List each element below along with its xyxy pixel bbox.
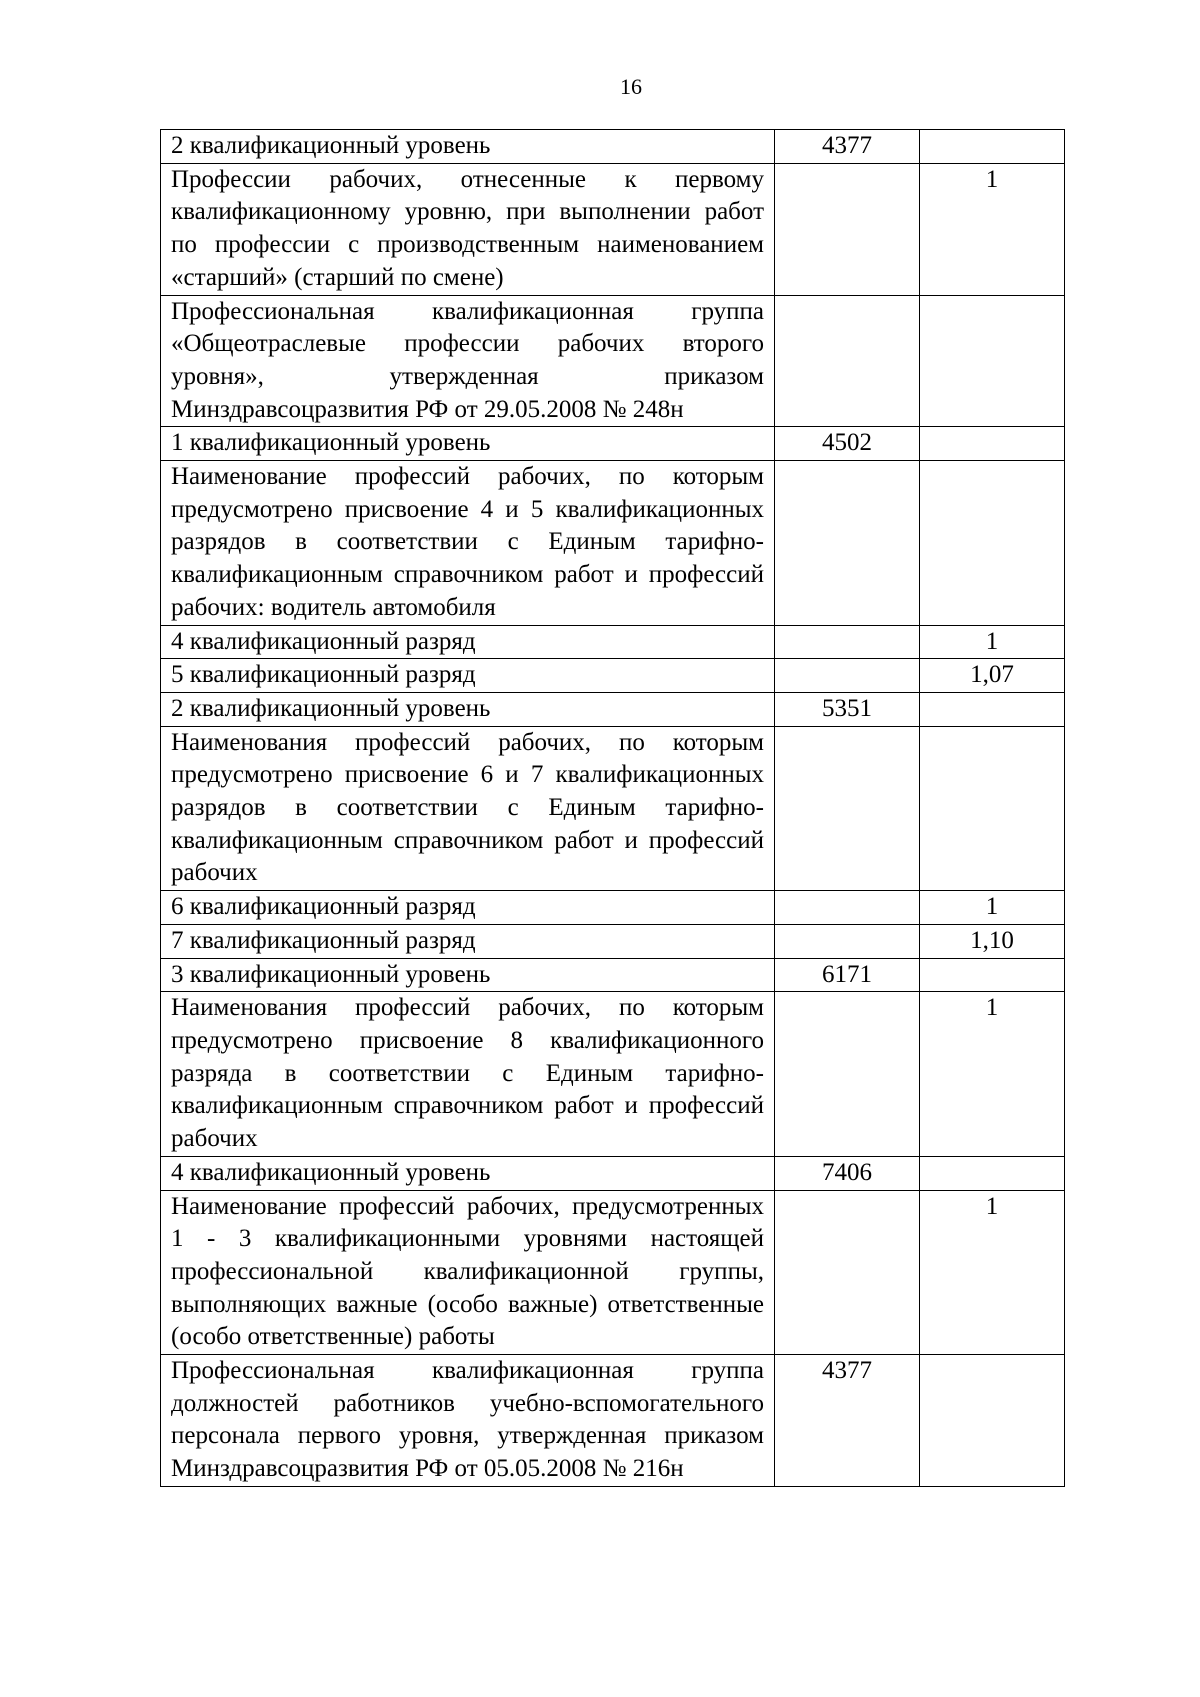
row-name-cell: Наименования профессий рабочих, по которым предусмотрено присвоение 8 квалификационного разряда в соответствии с Единым тарифно-квалификационным справочником работ и профессий рабочих: [161, 992, 775, 1157]
row-coefficient-cell: 1: [920, 992, 1065, 1157]
table-row: [161, 295, 1065, 427]
row-salary-cell: 5351: [775, 692, 920, 726]
row-coefficient-cell: 1: [920, 625, 1065, 659]
row-salary-cell: [775, 726, 920, 891]
table-row: [161, 958, 1065, 992]
table-row: [161, 891, 1065, 925]
row-coefficient-cell: [920, 295, 1065, 427]
row-coefficient-cell: 1,07: [920, 659, 1065, 693]
row-name-cell: 7 квалификационный разряд: [161, 924, 775, 958]
row-salary-cell: [775, 891, 920, 925]
qualification-table: [160, 129, 1065, 1487]
row-name-cell: Наименование профессий рабочих, по которым предусмотрено присвоение 4 и 5 квалификационных разрядов в соответствии с Единым тарифно-квалификационным справочником работ и профессий рабочих: водитель автомобиля: [161, 461, 775, 626]
table-row: [161, 130, 1065, 164]
row-coefficient-cell: [920, 958, 1065, 992]
row-name-cell: Профессиональная квалификационная группа «Общеотраслевые профессии рабочих второго уровня», утвержденная приказом Минздравсоцразвития РФ от 29.05.2008 № 248н: [161, 295, 775, 427]
row-salary-cell: [775, 295, 920, 427]
row-name-cell: Наименование профессий рабочих, предусмотренных 1 - 3 квалификационными уровнями настоящей профессиональной квалификационной группы, выполняющих важные (особо важные) ответственные (особо ответственные) работы: [161, 1190, 775, 1355]
table-row: [161, 1355, 1065, 1487]
row-salary-cell: [775, 625, 920, 659]
row-name-cell: 4 квалификационный разряд: [161, 625, 775, 659]
row-coefficient-cell: 1,10: [920, 924, 1065, 958]
table-row: [161, 924, 1065, 958]
page-number: 16: [620, 74, 642, 99]
row-coefficient-cell: 1: [920, 163, 1065, 295]
row-salary-cell: [775, 1190, 920, 1355]
row-coefficient-cell: [920, 1156, 1065, 1190]
row-name-cell: Профессии рабочих, отнесенные к первому квалификационному уровню, при выполнении работ по профессии с производственным наименованием «старший» (старший по смене): [161, 163, 775, 295]
row-name-cell: Профессиональная квалификационная группа должностей работников учебно-вспомогательного персонала первого уровня, утвержденная приказом Минздравсоцразвития РФ от 05.05.2008 № 216н: [161, 1355, 775, 1487]
table-row: [161, 163, 1065, 295]
table-row: [161, 427, 1065, 461]
table-row: [161, 992, 1065, 1157]
row-coefficient-cell: 1: [920, 1190, 1065, 1355]
row-salary-cell: [775, 992, 920, 1157]
row-name-cell: Наименования профессий рабочих, по которым предусмотрено присвоение 6 и 7 квалификационных разрядов в соответствии с Единым тарифно-квалификационным справочником работ и профессий рабочих: [161, 726, 775, 891]
table-row: [161, 726, 1065, 891]
row-name-cell: 2 квалификационный уровень: [161, 692, 775, 726]
row-coefficient-cell: [920, 692, 1065, 726]
row-coefficient-cell: [920, 726, 1065, 891]
row-salary-cell: 4502: [775, 427, 920, 461]
row-name-cell: 5 квалификационный разряд: [161, 659, 775, 693]
row-coefficient-cell: [920, 427, 1065, 461]
row-salary-cell: [775, 924, 920, 958]
row-coefficient-cell: 1: [920, 891, 1065, 925]
row-name-cell: 4 квалификационный уровень: [161, 1156, 775, 1190]
table-row: [161, 1156, 1065, 1190]
row-coefficient-cell: [920, 130, 1065, 164]
table-row: [161, 1190, 1065, 1355]
row-salary-cell: [775, 163, 920, 295]
row-name-cell: 3 квалификационный уровень: [161, 958, 775, 992]
row-salary-cell: 7406: [775, 1156, 920, 1190]
row-name-cell: 6 квалификационный разряд: [161, 891, 775, 925]
row-salary-cell: 6171: [775, 958, 920, 992]
row-coefficient-cell: [920, 461, 1065, 626]
table-row: [161, 692, 1065, 726]
row-name-cell: 1 квалификационный уровень: [161, 427, 775, 461]
table-row: [161, 625, 1065, 659]
row-salary-cell: [775, 461, 920, 626]
table-row: [161, 659, 1065, 693]
row-salary-cell: 4377: [775, 1355, 920, 1487]
row-salary-cell: 4377: [775, 130, 920, 164]
row-coefficient-cell: [920, 1355, 1065, 1487]
row-salary-cell: [775, 659, 920, 693]
table-row: [161, 461, 1065, 626]
row-name-cell: 2 квалификационный уровень: [161, 130, 775, 164]
